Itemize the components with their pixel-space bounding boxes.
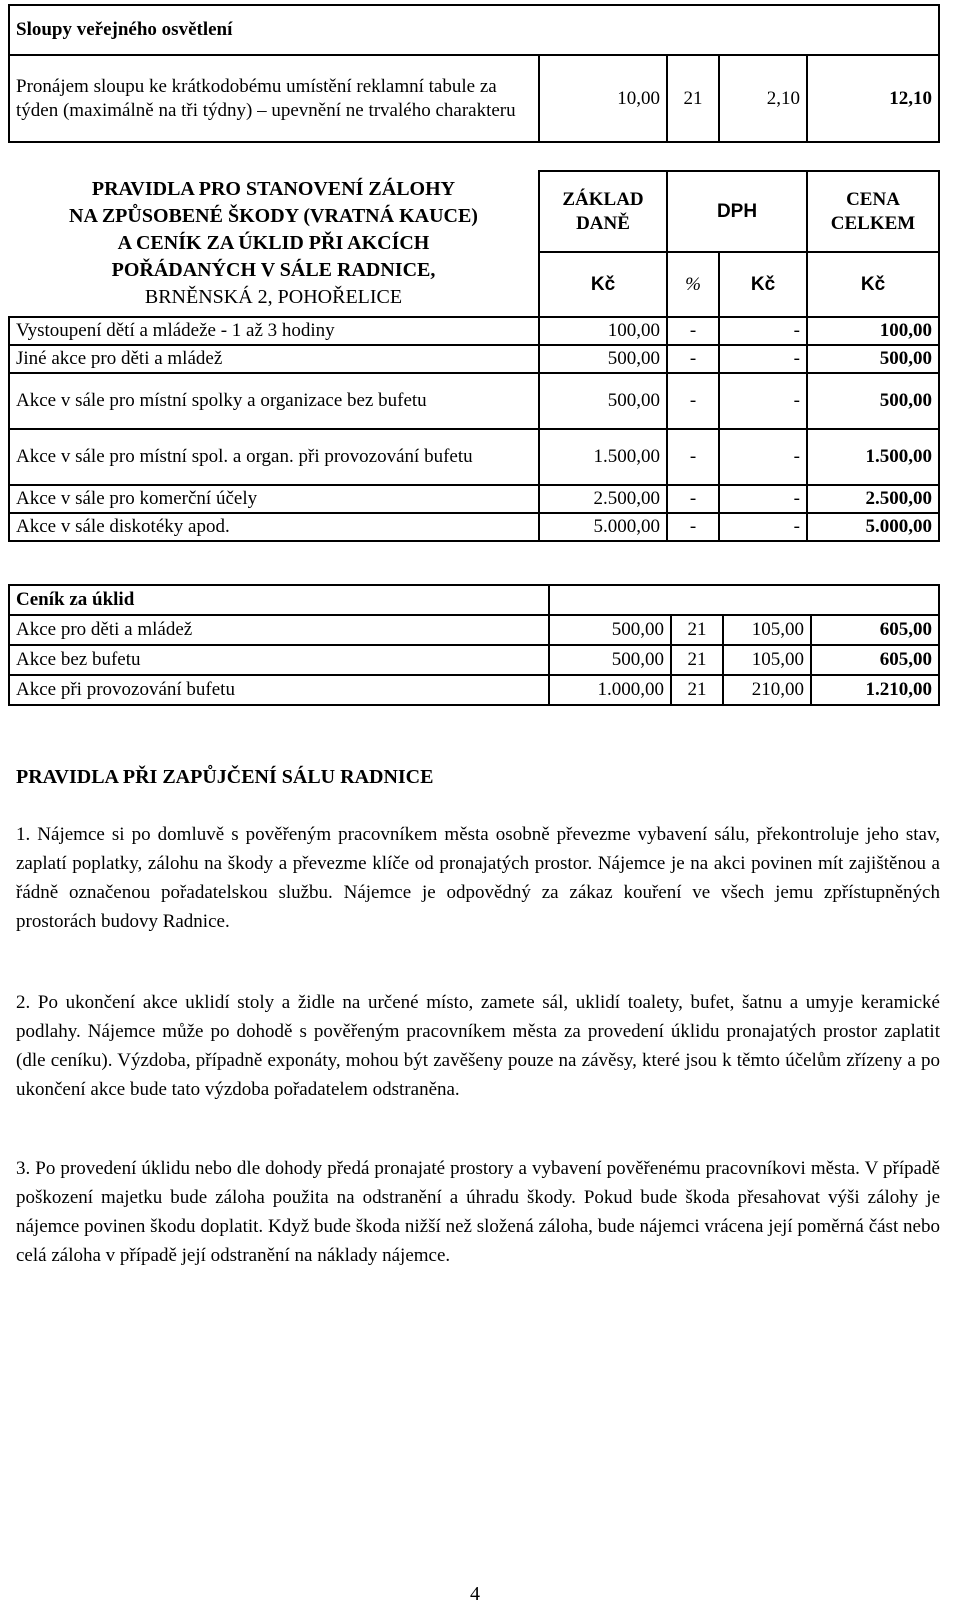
unit-pct: %	[667, 252, 719, 317]
heading-line: POŘÁDANÝCH V SÁLE RADNICE,	[111, 259, 436, 281]
cell-pct: 21	[671, 675, 723, 705]
cell-base: 1.500,00	[539, 429, 667, 485]
unit-base: Kč	[539, 252, 667, 317]
heading-line: A CENÍK ZA ÚKLID PŘI AKCÍCH	[117, 232, 430, 254]
cell-total: 5.000,00	[807, 513, 939, 541]
row-label: Pronájem sloupu ke krátkodobému umístění reklamní tabule za týden (maximálně na tři týdny) – upevnění ne trvalého charakteru	[9, 55, 539, 142]
cell-vat: 210,00	[723, 675, 811, 705]
cell-pct: -	[667, 513, 719, 541]
page-number: 4	[470, 1583, 480, 1605]
row-label: Akce pro děti a mládež	[9, 615, 549, 645]
row-label: Akce v sále pro místní spolky a organizace bez bufetu	[9, 373, 539, 429]
cell-vat: -	[719, 485, 807, 513]
table-street-lamps	[8, 4, 940, 143]
cell-base: 500,00	[539, 373, 667, 429]
cell-base: 500,00	[549, 645, 671, 675]
cell-vat: -	[719, 345, 807, 373]
cell-vat: -	[719, 429, 807, 485]
cell-pct: -	[667, 373, 719, 429]
heading-line: NA ZPŮSOBENÉ ŠKODY (VRATNÁ KAUCE)	[69, 205, 478, 227]
cell-pct: -	[667, 429, 719, 485]
cell-pct: 21	[671, 615, 723, 645]
cell-pct: 21	[671, 645, 723, 675]
cell-vat: 105,00	[723, 615, 811, 645]
table-title: Sloupy veřejného osvětlení	[9, 5, 939, 55]
cell-base: 1.000,00	[549, 675, 671, 705]
unit-vat: Kč	[719, 252, 807, 317]
unit-total: Kč	[807, 252, 939, 317]
row-label: Jiné akce pro děti a mládež	[9, 345, 539, 373]
cell-total: 100,00	[807, 317, 939, 345]
table-title: Ceník za úklid	[9, 585, 549, 615]
cell-total: 500,00	[807, 373, 939, 429]
cell-total: 500,00	[807, 345, 939, 373]
row-label: Akce v sále diskotéky apod.	[9, 513, 539, 541]
cell-total: 605,00	[811, 645, 939, 675]
col-vat-header: DPH	[667, 171, 807, 252]
rule-paragraph-2: 2. Po ukončení akce uklidí stoly a židle na určené místo, zamete sál, uklidí toalety, bufet, šatnu a umyje keramické podlahy. Nájemce může po dohodě s pověřeným pracovníkem města za provedení úklidu pronajatých prostor zaplatit (dle ceníku). Výzdoba, případně exponáty, mohou být zavěšeny pouze na závěsy, které jsou k těmto účelům zřízeny a po ukončení akce bude tato výzdoba pořadatelem odstraněna.	[16, 992, 940, 1100]
cell-base: 10,00	[539, 55, 667, 142]
cell-vat: -	[719, 317, 807, 345]
cell-vat: 2,10	[719, 55, 807, 142]
cell-base: 500,00	[539, 345, 667, 373]
row-label: Akce v sále pro komerční účely	[9, 485, 539, 513]
cell-total: 605,00	[811, 615, 939, 645]
cell-total: 1.500,00	[807, 429, 939, 485]
cell-vat: -	[719, 513, 807, 541]
row-label: Akce bez bufetu	[9, 645, 549, 675]
cell-pct: -	[667, 317, 719, 345]
cell-total: 12,10	[807, 55, 939, 142]
cell-vat: -	[719, 373, 807, 429]
empty-header-cell	[549, 585, 939, 615]
row-label: Akce při provozování bufetu	[9, 675, 549, 705]
col-base-header: ZÁKLAD DANĚ	[539, 171, 667, 252]
cell-total: 2.500,00	[807, 485, 939, 513]
cell-base: 100,00	[539, 317, 667, 345]
table-cleaning-prices	[8, 584, 940, 706]
rules-title: PRAVIDLA PŘI ZAPŮJČENÍ SÁLU RADNICE	[16, 766, 434, 788]
heading-line: PRAVIDLA PRO STANOVENÍ ZÁLOHY	[91, 178, 456, 200]
rule-paragraph-1: 1. Nájemce si po domluvě s pověřeným pracovníkem města osobně převezme vybavení sálu, překontroluje jeho stav, zaplatí poplatky, zálohu na škody a převezme klíče od pronajatých prostor. Nájemce je na akci povinen mít zajištěnou a řádně označenou pořadatelskou službu. Nájemce je odpovědný za zákaz kouření ve všech jemu zpřístupněných prostorách budovy Radnice.	[16, 824, 940, 932]
table-heading	[9, 171, 539, 317]
cell-pct: -	[667, 485, 719, 513]
table-deposit-rules	[8, 170, 940, 542]
cell-pct: 21	[667, 55, 719, 142]
cell-base: 2.500,00	[539, 485, 667, 513]
rule-paragraph-3: 3. Po provedení úklidu nebo dle dohody předá pronajaté prostory a vybavení pověřenému pracovníkovi města. V případě poškození majetku bude záloha použita na odstranění a úhradu škody. Pokud bude škoda přesahovat výši zálohy je nájemce povinen škodu doplatit. Když bude škoda nižší než složená záloha, bude nájemci vrácena její poměrná část nebo celá záloha v případě její odstranění na náklady nájemce.	[16, 1158, 940, 1266]
cell-base: 500,00	[549, 615, 671, 645]
cell-base: 5.000,00	[539, 513, 667, 541]
row-label: Vystoupení dětí a mládeže - 1 až 3 hodiny	[9, 317, 539, 345]
col-total-header: CENA CELKEM	[807, 171, 939, 252]
cell-pct: -	[667, 345, 719, 373]
cell-total: 1.210,00	[811, 675, 939, 705]
heading-line: BRNĚNSKÁ 2, POHOŘELICE	[144, 286, 403, 308]
row-label: Akce v sále pro místní spol. a organ. při provozování bufetu	[9, 429, 539, 485]
cell-vat: 105,00	[723, 645, 811, 675]
